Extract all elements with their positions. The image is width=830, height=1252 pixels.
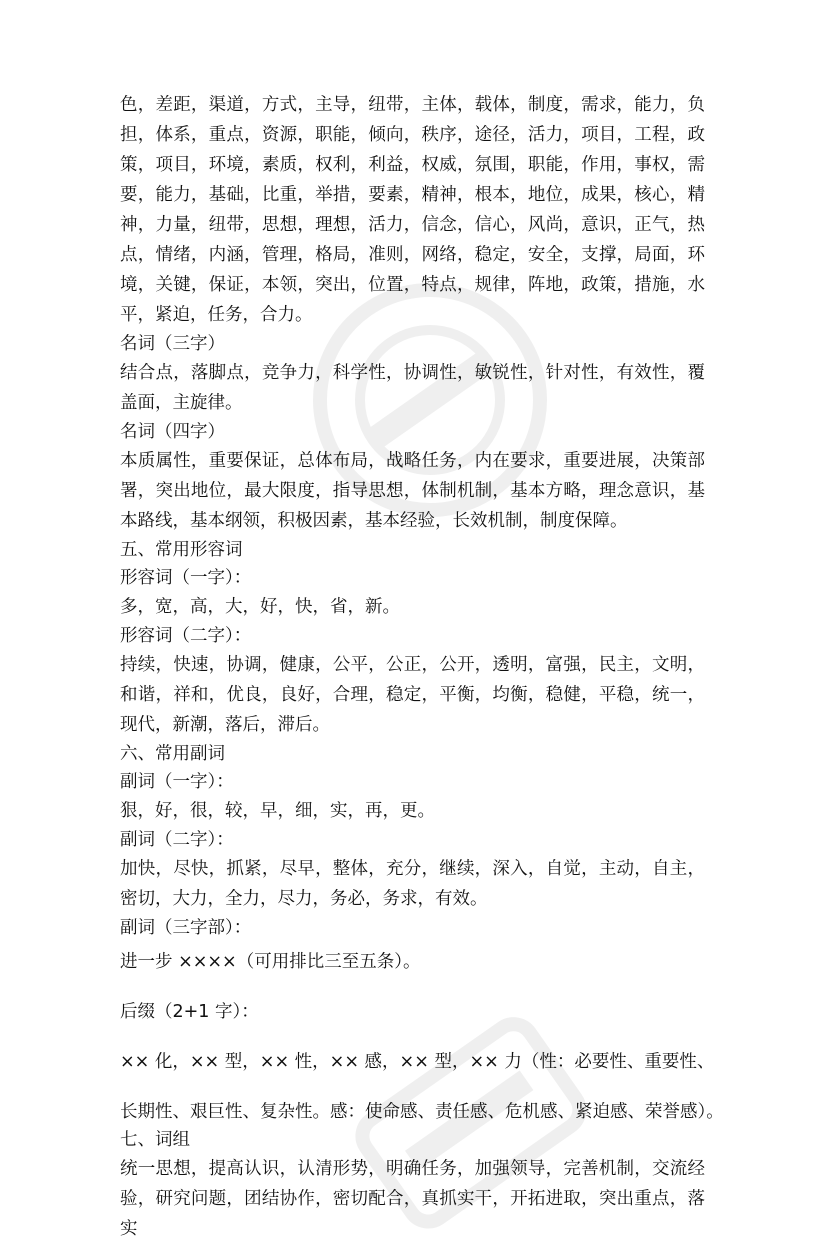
adj-two-char-heading: 形容词（二字）： (120, 626, 252, 646)
adj-one-char-paragraph: 多，宽，高，大，好，快，省，新。 (120, 597, 400, 617)
adv-two-char-paragraph: 加快，尽快，抓紧，尽早，整体，充分，继续，深入，自觉，主动，自主，密切，大力，全力，尽力，务必，务求，有效。 (120, 859, 705, 909)
phrases-paragraph: 统一思想，提高认识，认清形势，明确任务，加强领导，完善机制，交流经验，研究问题，团结协作，密切配合，真抓实干，开拓进取，突出重点，落实 (120, 1159, 705, 1239)
adv-three-char-paragraph: 进一步 ××××（可用排比三至五条）。 (120, 952, 421, 972)
nouns-four-char-paragraph: 本质属性，重要保证，总体布局，战略任务，内在要求，重要进展，决策部署，突出地位，最大限度，指导思想，体制机制，基本方略，理念意识，基本路线，基本纲领，积极因素，基本经验，长效机制，制度保障。 (120, 451, 705, 531)
adv-three-char-heading: 副词（三字部）： (120, 918, 252, 938)
adj-two-char-paragraph: 持续，快速，协调，健康，公平，公正，公开，透明，富强，民主，文明，和谐，祥和，优良，良好，合理，稳定，平衡，均衡，稳健，平稳，统一，现代，新潮，落后，滞后。 (120, 655, 705, 735)
suffix-line-2: 长期性、艰巨性、复杂性。感：使命感、责任感、危机感、紧迫感、荣誉感）。 (120, 1102, 724, 1122)
nouns-three-char-heading: 名词（三字） (120, 334, 225, 354)
adv-two-char-heading: 副词（二字）： (120, 830, 234, 850)
nouns-two-char-paragraph: 色，差距，渠道，方式，主导，纽带，主体，载体，制度，需求，能力，负担，体系，重点，资源，职能，倾向，秩序，途径，活力，项目，工程，政策，项目，环境，素质，权利，利益，权威，氛围，职能，作用，事权，需要，能力，基础，比重，举措，要素，精神，根本，地位，成果，核心，精神，力量，纽带，思想，理想，活力，信念，信心，风尚，意识，正气，热点，情绪，内涵，管理，格局，准则，网络，稳定，安全，支撑，局面，环境，关键，保证，本领，突出，位置，特点，规律，阵地，政策，措施，水平，紧迫，任务，合力。 (120, 95, 705, 325)
section-5-heading: 五、常用形容词 (120, 540, 243, 560)
adv-one-char-paragraph: 狠，好，很，较，早，细，实，再，更。 (120, 801, 435, 821)
section-7-heading: 七、词组 (120, 1130, 190, 1150)
nouns-four-char-heading: 名词（四字） (120, 422, 225, 442)
adj-one-char-heading: 形容词（一字）： (120, 568, 252, 588)
suffix-heading: 后缀（2+1 字）： (120, 1002, 259, 1022)
document-page (120, 90, 724, 1244)
suffix-line-1: ×× 化，×× 型，×× 性，×× 感，×× 型，×× 力（性：必要性、重要性、 (120, 1052, 715, 1072)
adv-one-char-heading: 副词（一字）： (120, 772, 234, 792)
nouns-three-char-paragraph: 结合点，落脚点，竞争力，科学性，协调性，敏锐性，针对性，有效性，覆盖面，主旋律。 (120, 363, 705, 413)
section-6-heading: 六、常用副词 (120, 744, 225, 764)
